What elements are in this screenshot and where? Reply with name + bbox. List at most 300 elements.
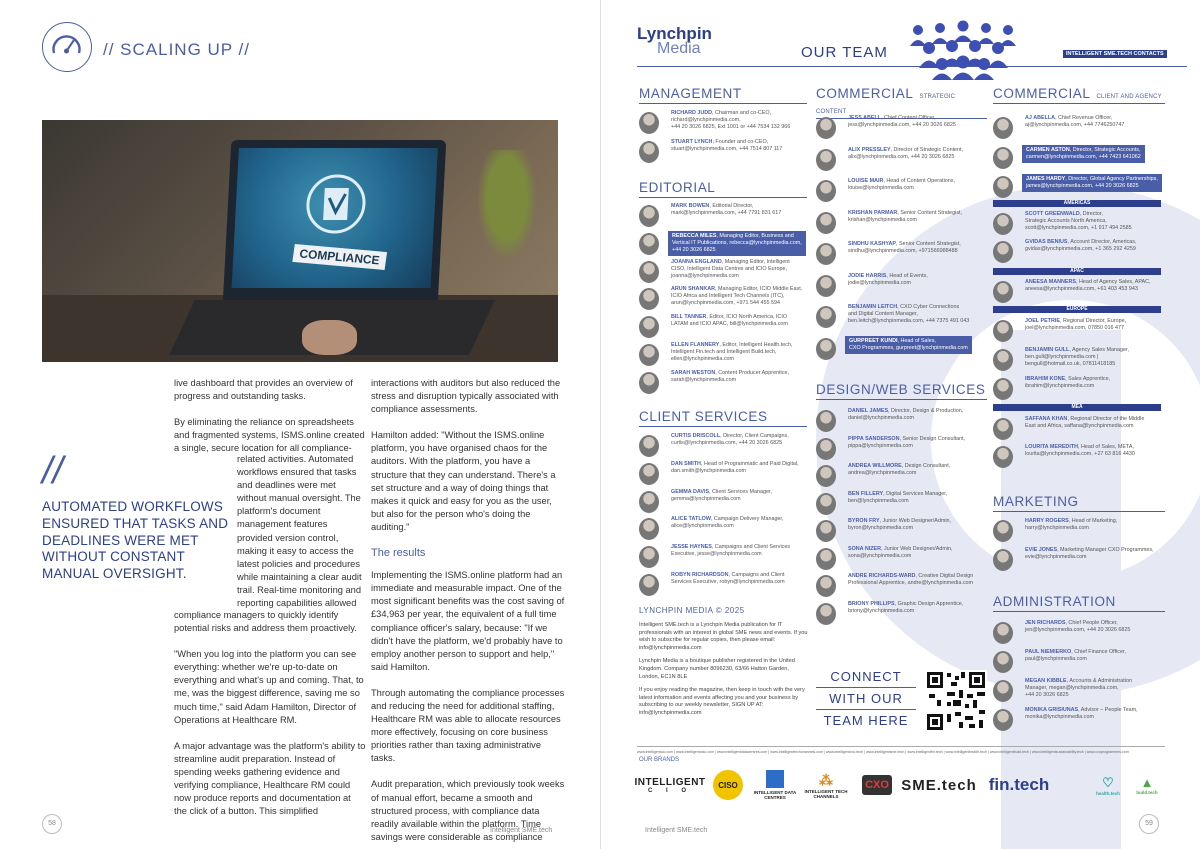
avatar — [816, 275, 836, 297]
avatar — [993, 281, 1013, 303]
brand-health-tech: ♡ health.tech — [1096, 774, 1120, 796]
contact-role: , Chief Finance Officer, — [1071, 649, 1126, 655]
contact-entry — [639, 314, 811, 340]
contact-detail[interactable]: gvidas@lynchpinmedia.com, +1 365 292 4259 — [1025, 246, 1136, 252]
article-column-1-cont: compliance managers to quickly identify potential risks and address them proactively. "When you log into the platform you can see everything: whether we're up-to-date on everything and what's up and coming. That, to me, was the biggest difference, saving me so much time," said Adam Hamilton, Director of Operations at Healthcare RM. A major advantage was the platform's ability to streamline audit preparation. Instead of spending weeks gathering evidence and verifying compliance, Healthcare RM could now produce reports and documentation at the click of a button. This simplified — [174, 610, 366, 817]
contact-entry — [816, 491, 988, 517]
avatar — [993, 147, 1013, 169]
avatar — [816, 410, 836, 432]
contact-entry — [816, 436, 988, 462]
region-apac: APAC — [993, 268, 1161, 275]
contact-name: STUART LYNCH — [671, 139, 713, 145]
contact-detail[interactable]: Services Executive, robyn@lynchpinmedia.com — [671, 579, 785, 585]
contact-detail[interactable]: krishan@lynchpinmedia.com — [848, 216, 917, 223]
contact-entry — [816, 546, 988, 572]
contact-entry — [993, 115, 1165, 141]
contact-name: SARAH WESTON — [671, 369, 716, 376]
contact-role: , Sales Apprentice, — [1065, 376, 1111, 382]
contact-role: , Digital Services Manager, — [883, 490, 948, 497]
contact-role: , Campaigns and Client Services — [711, 544, 791, 551]
contact-text — [1025, 211, 1132, 232]
contact-detail[interactable]: ellen@lynchpinmedia.com — [671, 356, 735, 362]
contact-entry — [993, 547, 1165, 573]
lynchpin-logo: Lynchpin Media — [637, 24, 712, 57]
contact-name: GVIDAS BENIUS — [1025, 239, 1068, 245]
contact-entry — [993, 347, 1165, 373]
contact-detail[interactable]: jess@lynchpinmedia.com, +44 20 3026 6825 — [848, 122, 956, 128]
contact-role: , Director, Client Campaigns, — [720, 433, 789, 439]
team-icon — [904, 20, 1022, 80]
contact-detail[interactable]: sona@lynchpinmedia.com — [848, 552, 912, 559]
contact-detail[interactable]: louise@lynchpinmedia.com — [848, 185, 914, 191]
avatar — [816, 180, 836, 202]
avatar — [816, 520, 836, 542]
contact-name: ANDREA WILLMORE — [848, 463, 902, 469]
contact-text — [671, 259, 790, 280]
contact-text — [1025, 279, 1151, 293]
contact-entry — [639, 139, 811, 165]
about-text: Intelligent SME.tech is a Lynchpin Media publication for IT professionals with an interest in global SME news and events. If you wish to subscribe for regular copies, then please email: info@lynchpinmedia.com Lynchpin Media is a boutique publisher registered in the United Kingdom. Company number 8096230, 63/66 Hatton Garden, London, EC1N 8LE If you enjoy reading the magazine, then keep in touch with the very latest information and events affecting you and your business by subscribing to our weekly newsletter, SIGN UP AT: info@lynchpinmedia.com — [639, 622, 808, 716]
avatar — [639, 491, 659, 513]
commercial-agency-heading: COMMERCIAL CLIENT AND AGENCY — [993, 86, 1165, 104]
contact-role: , Chairman and co-CEO, — [712, 110, 772, 116]
contact-detail[interactable]: richard@lynchpinmedia.com, — [671, 117, 741, 123]
contact-entry — [993, 318, 1165, 344]
brand-sme-tech: SME.tech — [901, 776, 977, 794]
avatar — [993, 418, 1013, 440]
contact-name: JODIE HARRIS — [848, 272, 887, 279]
contact-detail[interactable]: and Digital Content Manager, — [848, 311, 918, 317]
avatar — [993, 213, 1013, 235]
contact-detail[interactable]: ben.leitch@lynchpinmedia.com, +44 7375 491 043 — [848, 318, 970, 324]
contact-text — [848, 436, 965, 450]
right-page — [600, 0, 1200, 849]
contact-detail[interactable]: jodie@lynchpinmedia.com — [848, 279, 912, 286]
contact-entry — [639, 203, 811, 229]
contact-text — [671, 110, 790, 131]
footer-right: Intelligent SME.tech — [645, 827, 708, 834]
contact-name: REBECCA MILES — [672, 232, 717, 239]
footer-left: Intelligent SME.tech — [490, 827, 553, 834]
avatar — [639, 574, 659, 596]
contact-name: JEN RICHARDS — [1025, 620, 1066, 626]
contact-name: JOEL PETRIE — [1025, 318, 1060, 324]
contact-entry — [816, 601, 988, 627]
contact-name: ALIX PRESSLEY — [848, 146, 891, 153]
contact-text — [671, 342, 792, 363]
contact-role: , Chief Revenue Officer, — [1055, 115, 1113, 121]
contact-detail[interactable]: ibrahim@lynchpinmedia.com — [1025, 383, 1095, 389]
contact-detail[interactable]: curtis@lynchpinmedia.com, +44 20 3026 6825 — [671, 440, 783, 446]
contact-name: GURPREET KUNDI — [849, 337, 898, 344]
contact-name: CURTIS DRISCOLL — [671, 433, 721, 439]
contact-entry — [993, 518, 1165, 544]
contact-role: , Senior Content Strategist, — [896, 241, 961, 247]
contact-text — [671, 516, 783, 530]
speedometer-icon — [42, 22, 92, 72]
contact-detail[interactable]: stuart@lynchpinmedia.com, +44 7514 807 117 — [671, 146, 783, 152]
copyright: LYNCHPIN MEDIA © 2025 — [639, 606, 745, 615]
contact-role: , Head of Content Operations, — [883, 178, 955, 184]
contact-name: JAMES HARDY — [1026, 176, 1066, 182]
avatar — [993, 622, 1013, 644]
section-header: // SCALING UP // — [103, 40, 251, 59]
contact-text — [668, 231, 806, 256]
brand-fin-tech: fin.tech — [988, 775, 1050, 794]
contact-name: DAN SMITH — [671, 460, 701, 467]
contact-detail[interactable]: Strategic Accounts North America, — [1025, 218, 1107, 224]
contact-text — [1025, 707, 1138, 721]
contact-name: BILL TANNER — [671, 314, 707, 321]
contact-detail[interactable]: LATAM and ICIO APAC, bill@lynchpinmedia.com — [671, 321, 788, 328]
avatar — [993, 680, 1013, 702]
contact-text — [848, 518, 951, 532]
contact-detail[interactable]: aneesa@lynchpinmedia.com, +61 403 453 943 — [1025, 286, 1138, 292]
avatar — [993, 117, 1013, 139]
avatar — [816, 306, 836, 328]
contact-name: DANIEL JAMES — [848, 408, 889, 414]
avatar — [993, 241, 1013, 263]
contact-role: , Head of Marketing, — [1068, 518, 1118, 524]
contact-entry — [816, 336, 988, 362]
contact-role: , Managing Editor, ICIO Middle East, — [715, 286, 803, 293]
contact-role: , Junior Web Designer/Admin, — [881, 545, 953, 552]
region-europe: EUROPE — [993, 306, 1161, 313]
contact-text — [1022, 145, 1145, 163]
contact-name: RICHARD JUDD — [671, 110, 713, 116]
contact-entry — [993, 620, 1165, 646]
contact-entry — [993, 376, 1165, 402]
avatar — [993, 651, 1013, 673]
contact-detail[interactable]: +44 20 3026 6825 — [1025, 692, 1069, 698]
avatar — [639, 463, 659, 485]
contact-text — [1025, 620, 1130, 634]
contact-text — [848, 241, 961, 255]
contact-detail[interactable]: harry@lynchpinmedia.com — [1025, 525, 1089, 531]
contact-detail[interactable]: aj@lynchpinmedia.com, +44 7746250747 — [1025, 122, 1125, 128]
contact-detail[interactable]: alice@lynchpinmedia.com — [671, 523, 734, 530]
contact-detail[interactable]: CXO Programmes, gurpreet@lynchpinmedia.com — [849, 344, 968, 351]
contact-text — [671, 286, 802, 307]
contact-role: , Regional Director of the Middle — [1067, 416, 1145, 422]
contact-detail[interactable]: arun@lynchpinmedia.com, +971 544 455 594 — [671, 300, 781, 307]
contact-name: BEN FILLERY — [848, 490, 884, 497]
contact-detail[interactable]: lourita@lynchpinmedia.com, +27 63 816 4430 — [1025, 451, 1135, 457]
contact-entry — [639, 110, 811, 136]
contact-text — [1025, 115, 1124, 129]
contact-text — [1025, 239, 1136, 253]
contact-name: SCOTT GREENWALD — [1025, 211, 1080, 217]
client-services-heading: CLIENT SERVICES — [639, 409, 807, 427]
contact-role: , Marketing Manager CXO Programmes, — [1057, 547, 1154, 553]
contact-entry — [993, 211, 1165, 237]
contact-detail[interactable]: daniel@lynchpinmedia.com — [848, 415, 915, 421]
contact-entry — [639, 342, 811, 368]
article-column-1-indent: related activities. Automated workflows ensured that tasks and deadlines were met without manual oversight. The platform's document management features provided version control, making it easy to access the latest policies and procedures while maintaining a clear audit trail. Real-time monitoring and reporting capabilities allowed — [237, 454, 362, 609]
contact-name: LOURITA MEREDITH — [1025, 444, 1079, 450]
contact-detail[interactable]: dan.smith@lynchpinmedia.com — [671, 467, 746, 474]
contact-detail[interactable]: +44 20 3026 6825, Ext 1001 or +44 7534 132 966 — [671, 124, 791, 130]
contact-entry — [816, 147, 988, 173]
laptop-compliance-photo — [42, 120, 558, 362]
contact-role: , Content Producer Apprentice, — [715, 369, 789, 376]
contact-text — [1025, 678, 1132, 699]
avatar — [639, 261, 659, 283]
contact-name: KRISHAN PARMAR — [848, 209, 898, 216]
contact-text — [1025, 547, 1154, 561]
management-heading: MANAGEMENT — [639, 86, 807, 104]
contact-name: EVIE JONES — [1025, 547, 1058, 553]
contact-detail[interactable]: pippa@lynchpinmedia.com — [848, 442, 913, 449]
contact-text — [848, 408, 963, 422]
contact-text — [671, 370, 789, 384]
avatar — [993, 709, 1013, 731]
brand-build-tech: ▲ build.tech — [1136, 775, 1158, 795]
contact-detail[interactable]: alix@lynchpinmedia.com, +44 20 3026 6825 — [848, 153, 955, 160]
avatar — [816, 212, 836, 234]
contact-name: BENJAMIN LEITCH — [848, 304, 898, 310]
editorial-heading: EDITORIAL — [639, 180, 807, 198]
qr-code[interactable] — [925, 670, 987, 732]
avatar — [993, 446, 1013, 468]
avatar — [639, 546, 659, 568]
contact-text — [848, 546, 953, 560]
contact-text — [1025, 518, 1117, 532]
contact-role: , Editorial Director, — [709, 203, 754, 209]
contact-name: PAUL NIEMIERKO — [1025, 649, 1072, 655]
contact-role: , Accounts & Administration — [1066, 678, 1132, 684]
contact-role: , Head of Agency Sales, APAC, — [1076, 279, 1151, 285]
contact-name: SONA NIZER — [848, 545, 882, 552]
contact-role: , Agency Sales Manager, — [1069, 347, 1129, 353]
avatar — [639, 112, 659, 134]
contact-role: , Campaigns and Client — [728, 572, 785, 578]
contact-detail[interactable]: CISO, Intelligent Data Centres and ICIO Europe, — [671, 265, 787, 272]
contact-role: , Founder and co-CEO, — [712, 139, 769, 145]
contact-name: ANEESA MANNERS — [1025, 279, 1077, 285]
avatar — [816, 465, 836, 487]
contact-detail[interactable]: byron@lynchpinmedia.com — [848, 525, 914, 531]
contact-role: , Director of Strategic Content, — [890, 146, 964, 153]
avatar — [816, 243, 836, 265]
contact-text — [848, 601, 963, 615]
brand-cxo: CXO — [859, 768, 895, 802]
contact-detail[interactable]: gemma@lynchpinmedia.com — [671, 495, 741, 502]
contact-text — [845, 336, 972, 354]
contact-detail[interactable]: Vertical IT Publications, rebecca@lynchpinmedia.com, — [672, 239, 802, 246]
contact-role: , Senior Content Strategist, — [897, 209, 963, 216]
avatar — [816, 603, 836, 625]
compliance-label: COMPLIANCE — [292, 244, 386, 270]
contact-role: , Creative Digital Design — [915, 573, 974, 579]
contacts-tag: INTELLIGENT SME.TECH CONTACTS — [1063, 50, 1167, 58]
contact-detail[interactable]: monika@lynchpinmedia.com — [1025, 714, 1094, 720]
contact-text — [848, 491, 947, 505]
contact-role: , Head of Events, — [886, 272, 928, 279]
contact-name: JESS ABELL — [848, 115, 882, 121]
contact-text — [848, 178, 955, 192]
contact-text — [848, 573, 973, 587]
contact-text — [1025, 444, 1135, 458]
marketing-heading: MARKETING — [993, 494, 1165, 512]
contact-entry — [993, 649, 1165, 675]
pull-quote-mark: // — [42, 450, 64, 492]
contact-name: CARMEN ASTON — [1026, 146, 1070, 153]
contact-role: , Editor, ICIO North America, ICIO — [706, 314, 788, 321]
contact-entry — [993, 174, 1165, 200]
contact-detail[interactable]: scott@lynchpinmedia.com, +1 917 494 2585 — [1025, 225, 1132, 231]
contact-name: HARRY ROGERS — [1025, 518, 1069, 524]
contact-text — [1025, 318, 1126, 332]
contact-role: , Graphic Design Apprentice, — [894, 600, 964, 607]
contact-role: , Design Consultant, — [901, 463, 951, 469]
avatar — [816, 493, 836, 515]
brand-urls: www.intelligentcio.com | www.intelligentciso.com | www.intelligentdatacentres.com | www.intelligenttechchannels.com | www.intelligentcxo.tech | www.intelligentsme.tech | www.intelligentfin.tech | www.intelligenthealth.tech | www.intelligentbuild.tech | www.intelligentsustainability.tech | www.cxoprogrammes.com — [637, 746, 1165, 754]
avatar — [993, 349, 1013, 371]
avatar — [639, 233, 659, 255]
contact-name: ARUN SHANKAR — [671, 286, 716, 293]
article-column-1: live dashboard that provides an overview of progress and outstanding tasks. By eliminating the reliance on spreadsheets and fragmented systems, ISMS.online created a single, secure location for all compliance- — [174, 378, 365, 454]
contact-entry — [639, 544, 811, 570]
contact-detail[interactable]: mark@lynchpinmedia.com, +44 7791 831 617 — [671, 210, 782, 216]
contact-name: JESSE HAYNES — [671, 544, 712, 551]
contact-text — [671, 489, 772, 503]
brand-intelligent: INTELLIGENT C I O — [634, 776, 706, 794]
contact-entry — [639, 572, 811, 598]
contact-role: , Junior Web Designer/Admin, — [879, 518, 952, 524]
contact-role: , Head of Sales, META, — [1078, 444, 1134, 450]
contact-name: PIPPA SANDERSON — [848, 435, 900, 442]
contact-detail[interactable]: briony@lynchpinmedia.com — [848, 607, 915, 614]
contact-text — [1025, 649, 1126, 663]
contact-text — [671, 139, 782, 153]
contact-text — [848, 147, 963, 161]
contact-name: SAFFANA KHAN — [1025, 416, 1068, 422]
contact-detail[interactable]: joanna@lynchpinmedia.com — [671, 272, 739, 279]
contact-text — [671, 572, 785, 586]
contact-role: , CXO Cyber Connections — [897, 304, 960, 310]
contact-detail[interactable]: ben.gull@lynchpinmedia.com | — [1025, 354, 1099, 360]
design-heading: DESIGN/WEB SERVICES — [816, 382, 987, 400]
contact-entry — [993, 444, 1165, 470]
contact-detail[interactable]: Manager, megan@lynchpinmedia.com, — [1025, 685, 1119, 691]
region-mea: MEA — [993, 404, 1161, 411]
contact-detail[interactable]: bengull@hotmail.co.uk, 07811418185 — [1025, 361, 1116, 367]
contact-entry — [639, 231, 811, 257]
contact-detail[interactable]: paul@lynchpinmedia.com — [1025, 656, 1087, 662]
commercial-strategic-heading: COMMERCIAL STRATEGIC CONTENT — [816, 86, 987, 119]
contact-name: ANDRE RICHARDS-WARD — [848, 573, 916, 579]
contact-entry — [816, 304, 988, 330]
administration-heading: ADMINISTRATION — [993, 594, 1165, 612]
avatar — [816, 117, 836, 139]
contact-detail[interactable]: ICIO Africa and Intelligent Tech Channels (ITC), — [671, 293, 785, 300]
contact-detail[interactable]: ben@lynchpinmedia.com — [848, 497, 909, 504]
contact-role: , Chief Content Officer, — [881, 115, 936, 121]
contact-entry — [639, 259, 811, 285]
contact-name: BENJAMIN GULL — [1025, 347, 1070, 353]
contact-detail[interactable]: andrea@lynchpinmedia.com — [848, 470, 917, 476]
contact-text — [671, 433, 789, 447]
contact-name: JOANNA ENGLAND — [671, 258, 722, 265]
contact-role: , Regional Director, Europe, — [1059, 318, 1127, 324]
contact-text — [848, 210, 962, 224]
contact-role: , Director, — [1079, 211, 1103, 217]
contact-detail[interactable]: East and Africa, saffana@lynchpinmedia.com — [1025, 423, 1134, 429]
contact-detail[interactable]: joel@lynchpinmedia.com, 07850 016 477 — [1025, 325, 1124, 331]
contact-text — [1022, 174, 1162, 192]
contact-name: MONIKA GRISIUNAS — [1025, 707, 1079, 713]
avatar — [639, 288, 659, 310]
contact-detail[interactable]: evie@lynchpinmedia.com — [1025, 554, 1087, 560]
contact-role: , Director, Strategic Accounts, — [1069, 146, 1141, 153]
connect-box[interactable]: CONNECT WITH OUR TEAM HERE — [816, 666, 916, 731]
contact-role: , Managing Editor, Business and — [716, 232, 794, 239]
contact-name: GEMMA DAVIS — [671, 488, 710, 495]
contact-role: , Account Director, Americas, — [1067, 239, 1137, 245]
contact-entry — [993, 239, 1165, 265]
contact-detail[interactable]: jen@lynchpinmedia.com, +44 20 3026 6825 — [1025, 627, 1131, 633]
avatar — [816, 338, 836, 360]
contact-detail[interactable]: Intelligent Fin.tech and Intelligent Build.tech, — [671, 349, 777, 355]
contact-name: IBRAHIM KONE — [1025, 376, 1066, 382]
contact-entry — [639, 489, 811, 515]
avatar — [993, 378, 1013, 400]
contact-entry — [816, 518, 988, 544]
contact-detail[interactable]: carmen@lynchpinmedia.com, +44 7423 641062 — [1026, 153, 1141, 160]
contact-name: BYRON FRY — [848, 518, 880, 524]
contact-text — [671, 314, 788, 328]
contact-name: AJ ABELLA — [1025, 115, 1056, 121]
avatar — [816, 438, 836, 460]
contact-name: ROBYN RICHARDSON — [671, 572, 729, 578]
contact-detail[interactable]: Professional Apprentice, andre@lynchpinmedia.com — [848, 580, 974, 586]
article-column-2: interactions with auditors but also reduced the stress and disruption typically associated with compliance assessments. Hamilton added: "Without the ISMS.online platform, you have organised chaos for the auditors. With the platform, you have a structure that they can understand. There's a set structure and a way of doing things that makes it quick and easy for you as the user, but also for the person who's doing the auditing." The results Implementing the ISMS.online platform had an immediate and measurable impact. One of the most significant benefits was the cost saving of £34,963 per year, the equivalent of a full time compliance officer's salary, because: "If we didn't have the platform, we'd probably have to employ another person to support and help," said Hamilton. Through automating the compliance processes and reducing the need for additional staffing, Healthcare RM was able to allocate resources more effectively, focusing on core business priorities rather than taxing administrative tasks. Audit preparation, which previously took weeks of manual effort, became a smooth and structured process, with compliance data readily available within the platform. Time savings were considerable as compliance — [371, 378, 565, 842]
contact-detail[interactable]: +44 20 3026 6825 — [672, 246, 716, 253]
contact-entry — [639, 370, 811, 396]
contact-entry — [993, 145, 1165, 171]
results-subheading: The results — [371, 547, 426, 560]
contact-text — [1025, 347, 1129, 368]
contact-entry — [816, 463, 988, 489]
contact-entry — [639, 461, 811, 487]
avatar — [639, 205, 659, 227]
contact-name: MEGAN KIBBLE — [1025, 678, 1067, 684]
contact-role: , Client Services Manager, — [709, 488, 772, 495]
contact-name: ELLEN FLANNERY — [671, 342, 720, 348]
contact-text — [848, 304, 969, 325]
contact-role: , Managing Editor, Intelligent — [721, 258, 790, 265]
contact-entry — [816, 178, 988, 204]
contact-entry — [639, 433, 811, 459]
avatar — [639, 316, 659, 338]
avatar — [993, 320, 1013, 342]
contact-text — [671, 203, 781, 217]
contact-detail[interactable]: sindhu@lynchpinmedia.com, +971566988488 — [848, 248, 958, 254]
contact-entry — [993, 279, 1165, 305]
contact-name: LOUISE MAIR — [848, 178, 884, 184]
pull-quote: AUTOMATED WORKFLOWS ENSURED THAT TASKS AND DEADLINES WERE MET WITHOUT CONSTANT MANUAL OVERSIGHT. — [42, 499, 229, 582]
avatar — [993, 549, 1013, 571]
contact-entry — [816, 115, 988, 141]
contact-detail[interactable]: sarah@lynchpinmedia.com — [671, 376, 737, 383]
contact-detail[interactable]: Executive, jesse@lynchpinmedia.com — [671, 551, 762, 558]
contact-entry — [816, 273, 988, 299]
avatar — [816, 149, 836, 171]
contact-role: , Director, Design & Production, — [888, 408, 964, 414]
contact-entry — [993, 707, 1165, 733]
contact-detail[interactable]: james@lynchpinmedia.com, +44 20 3026 6825 — [1026, 183, 1139, 189]
